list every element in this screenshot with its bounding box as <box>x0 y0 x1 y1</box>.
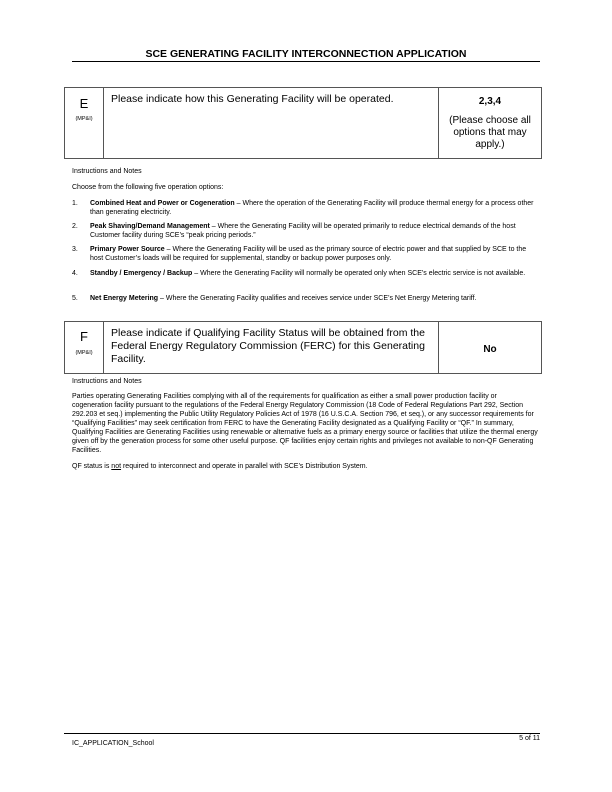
option-number: 5. <box>72 295 78 302</box>
option-title: Standby / Emergency / Backup <box>90 270 193 277</box>
section-f-question: Please indicate if Qualifying Facility Status will be obtained from the Federal Energy Regulatory Commission (FERC) for this Generating Facility. <box>104 322 439 373</box>
option-title: Net Energy Metering <box>90 295 159 302</box>
section-e-code: (MP&I) <box>75 116 93 122</box>
section-e-answer-note: (Please choose all options that may apply.) <box>449 115 531 150</box>
option-title: Combined Heat and Power or Cogeneration <box>90 200 235 207</box>
section-f-code: (MP&I) <box>75 350 93 356</box>
header-divider <box>72 61 540 62</box>
section-f-letter: F <box>80 329 88 344</box>
section-e-table <box>64 87 542 159</box>
qf-suffix: required to interconnect and operate in parallel with SCE’s Distribution System. <box>121 463 368 470</box>
option-number: 3. <box>72 246 78 253</box>
page-header-title: SCE GENERATING FACILITY INTERCONNECTION APPLICATION <box>145 48 467 60</box>
instructions-f-heading: Instructions and Notes <box>72 378 142 385</box>
option-text: – Where the operation of the Generating Facility will produce thermal energy for a process other than generating electricity. <box>90 200 534 216</box>
footer-page-number: 5 of 11 <box>519 735 540 742</box>
section-f-answer-cell[interactable] <box>439 322 541 373</box>
option-title: Primary Power Source <box>90 246 165 253</box>
section-f-table <box>64 321 542 374</box>
option-number: 2. <box>72 223 78 230</box>
qf-status-note <box>72 462 538 471</box>
section-e-answer: 2,3,4 <box>478 96 502 107</box>
instructions-e-intro: Choose from the following five operation options: <box>72 184 224 191</box>
section-e-letter: E <box>79 96 89 111</box>
footer-divider <box>64 733 540 734</box>
option-text: – Where the Generating Facility will normally be operated only when SCE’s electric service is not available. <box>192 270 526 277</box>
option-text: – Where the Generating Facility will be used as the primary source of electric power and that supplied by SCE to the host Customer’s loads will be required for supplemental, standby or backup power purposes only. <box>90 246 527 262</box>
instructions-f-paragraph: Parties operating Generating Facilities complying with all of the requirements for qualification as either a small power production facility or cogeneration facility pursuant to the regulations of the Federal Energy Regulatory Commission (18 Code of Federal Regulations Part 292, Section 292.203 et seq.) implementing the Public Utility Regulatory Policies Act of 1978 (16 U.S.C.A. Section 796, et seq.), or any successor requirements for “Qualifying Facilities” may seek certification from FERC to have the Generating Facility designated as a Qualifying Facility or “QF.” In summary, Qualifying Facilities are Generating Facilities using renewable or alternative fuels as a primary energy source or facilities that utilize the thermal energy given off by the generation process for some other useful purpose. QF facilities enjoy certain rights and privileges not available to non-QF Generating Facilities. <box>72 393 538 454</box>
qf-not: not <box>111 463 122 470</box>
qf-prefix: QF status is <box>72 463 112 470</box>
section-e-answer-cell[interactable] <box>439 88 541 158</box>
option-number: 1. <box>72 200 78 207</box>
option-number: 4. <box>72 270 78 277</box>
section-e-label-cell <box>65 88 104 158</box>
option-text: – Where the Generating Facility will be operated primarily to reduce electrical demands of the host Customer facility during SCE’s “peak pricing periods.” <box>90 223 516 239</box>
footer-document-name: IC_APPLICATION_School <box>72 740 154 747</box>
option-title: Peak Shaving/Demand Management <box>90 223 210 230</box>
instructions-e-heading: Instructions and Notes <box>72 168 142 175</box>
section-f-label-cell <box>65 322 104 373</box>
section-f-answer: No <box>483 344 497 355</box>
section-e-question: Please indicate how this Generating Facility will be operated. <box>104 88 439 158</box>
option-text: – Where the Generating Facility qualifies and receives service under SCE’s Net Energy Metering tariff. <box>158 295 477 302</box>
